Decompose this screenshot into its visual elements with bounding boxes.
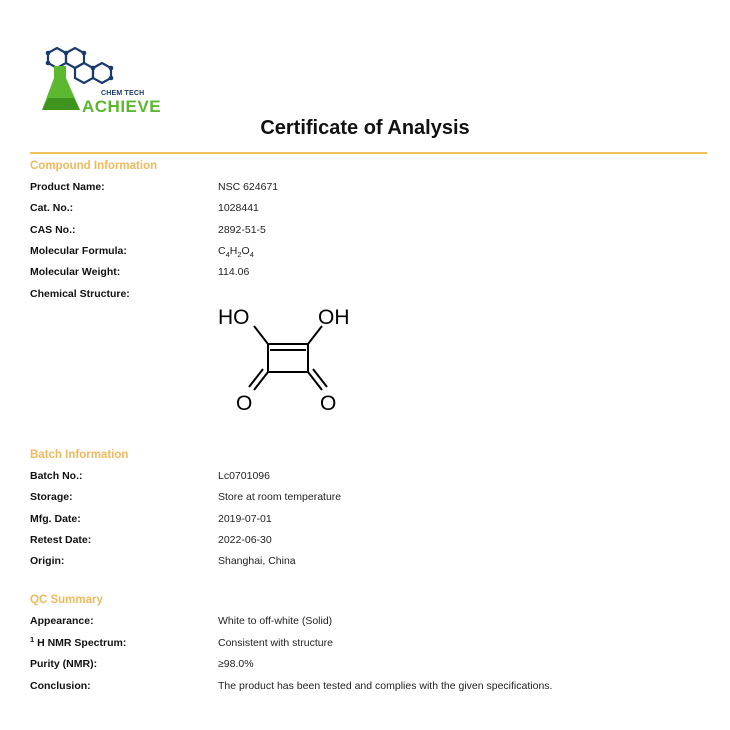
product-name-row [0,181,730,197]
retest-date-value: 2022-06-30 [218,534,272,546]
retest-date-row [0,534,730,550]
molecular-formula-label: Molecular Formula: [30,245,127,257]
purity-label: Purity (NMR): [30,658,98,670]
batch-no-row [0,470,730,486]
nmr-value: Consistent with structure [218,637,333,649]
appearance-label: Appearance: [30,615,94,627]
cas-no-label: CAS No.: [30,224,76,236]
nmr-label: $^1$ H NMR Spectrum: [30,635,127,649]
molecular-formula-value: $C_4H_2O_4$ [218,245,254,259]
batch-no-label: Batch No.: [30,470,83,482]
molecular-formula-row [0,245,730,261]
page-title: Certificate of Analysis [260,117,470,139]
hydroxyl-right-label: OH [318,306,350,329]
mfg-date-label: Mfg. Date: [30,513,81,525]
qc-summary-heading: QC Summary [30,594,103,606]
conclusion-row [0,680,730,696]
product-name-value: NSC 624671 [218,181,279,193]
molecular-weight-row [0,266,730,282]
purity-row [0,658,730,674]
oxygen-right-label: O [320,392,337,415]
cas-no-value: 2892-51-5 [218,224,266,236]
origin-row [0,555,730,571]
chemical-structure-row [0,288,730,304]
chemical-structure-label: Chemical Structure: [30,288,130,300]
logo-wordmark: ACHIEVE [82,97,162,116]
mfg-date-row [0,513,730,529]
purity-value: ≥98.0% [218,658,254,670]
molecular-weight-label: Molecular Weight: [30,266,121,278]
header-divider [30,152,707,154]
batch-info-heading: Batch Information [30,449,129,461]
cat-no-row [0,202,730,218]
nmr-row [0,637,730,653]
storage-row [0,491,730,507]
cat-no-value: 1028441 [218,202,259,214]
compound-info-heading: Compound Information [30,160,158,172]
storage-label: Storage: [30,491,73,503]
appearance-value: White to off-white (Solid) [218,615,333,627]
product-name-label: Product Name: [30,181,105,193]
mfg-date-value: 2019-07-01 [218,513,272,525]
conclusion-value: The product has been tested and complies with the given specifications. [218,680,553,692]
chemical-structure-diagram [212,300,362,418]
retest-date-label: Retest Date: [30,534,92,546]
molecular-weight-value: 114.06 [218,266,250,278]
storage-value: Store at room temperature [218,491,342,503]
origin-label: Origin: [30,555,65,567]
appearance-row [0,615,730,631]
hydroxyl-left-label: HO [218,306,250,329]
batch-no-value: Lc0701096 [218,470,270,482]
oxygen-left-label: O [236,392,253,415]
cat-no-label: Cat. No.: [30,202,74,214]
conclusion-label: Conclusion: [30,680,91,692]
origin-value: Shanghai, China [218,555,296,567]
logo-tagline: CHEM TECH [101,90,145,97]
cas-no-row [0,224,730,240]
